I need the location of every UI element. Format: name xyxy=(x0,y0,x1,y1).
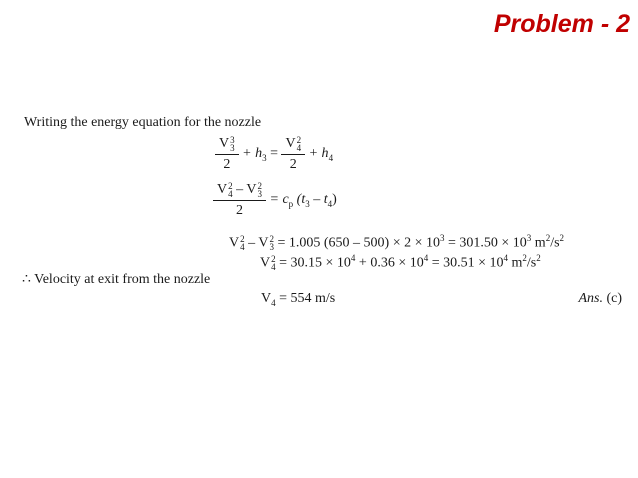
intro-text: Writing the energy equation for the nozzle xyxy=(24,115,262,130)
energy-equation: V 3 3 2 + $h_3$ = V 2 4 2 + $h_4$ xyxy=(215,136,333,173)
slide-title: Problem - 2 xyxy=(493,10,630,38)
velocity-squared-difference: V 2 4 – V 2 3 = 1.005 $(650 - 500) \times 2 \times 10^3 = 301.50 \times 10^3$ $m^2/s^2$ xyxy=(229,233,565,253)
velocity-difference-equation: V 2 4 – V 2 3 2 = $c_p$ $(t_3 - t_4)$ xyxy=(213,182,337,219)
fraction-v4: V 2 4 2 xyxy=(281,136,305,173)
therefore-text: ∴ Velocity at exit from the nozzle xyxy=(22,272,211,287)
fraction-velocity-difference: V 2 4 – V 2 3 2 xyxy=(213,182,266,219)
velocity-squared-result: V 2 4 = $30.15 \times 10^4 + 0.36 \times 10^4 = 30.51 \times 10^4$ $m^2/s^2$ xyxy=(260,253,541,273)
answer-label: Ans. (c) xyxy=(578,291,622,306)
exit-velocity-result: $V_4 = 554$ m/s xyxy=(261,291,336,308)
fraction-v3: V 3 3 2 xyxy=(215,136,239,173)
